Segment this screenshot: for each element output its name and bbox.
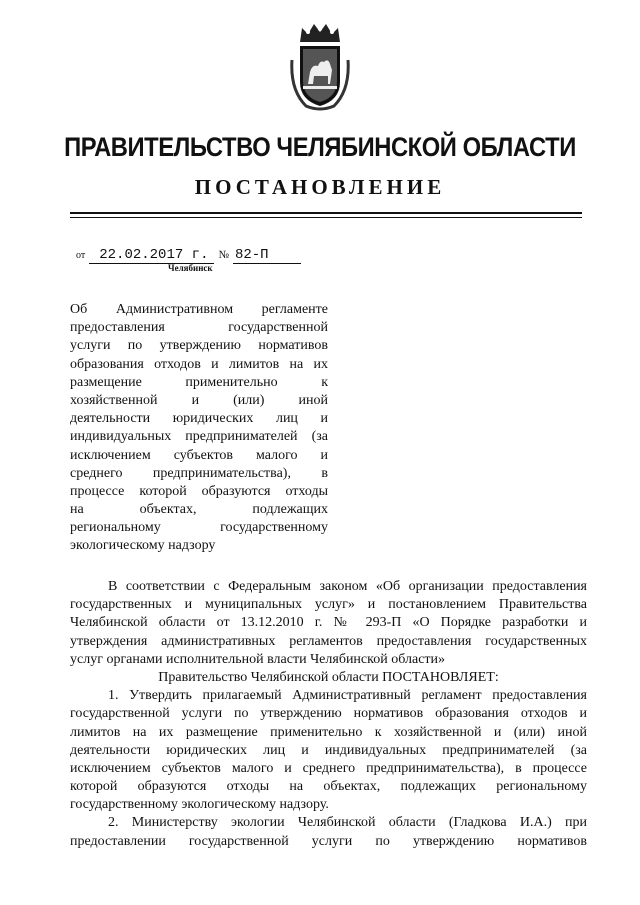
subject-line: процессе которой образуются отходы <box>70 483 328 499</box>
subject-line: образования отходов и лимитов на их <box>70 356 328 372</box>
subject-line: индивидуальных предпринимателей (за <box>70 429 328 445</box>
body-line: государственной услуги по утверждению нормативов образования отходов и <box>70 706 587 722</box>
subject-line: региональному государственному <box>70 520 328 536</box>
subject-line: экологическому надзору <box>70 538 216 554</box>
date-number-line <box>76 246 301 263</box>
subject-line: Об Административном регламенте <box>70 302 328 317</box>
body-line: 1. Утвердить прилагаемый Административный регламент предоставления <box>108 688 587 704</box>
document-body <box>70 578 587 851</box>
government-title: ПРАВИТЕЛЬСТВО ЧЕЛЯБИНСКОЙ ОБЛАСТИ <box>64 132 576 162</box>
chelyabinsk-coat-of-arms-icon <box>288 20 352 112</box>
subject-line: услуги по утверждению нормативов <box>70 338 328 354</box>
document-number: 82-П <box>233 247 301 264</box>
body-line: которой образуются отходы на объектах, подлежащих региональному <box>70 779 587 795</box>
body-line: деятельности юридических лиц и индивидуальных предпринимателей (за <box>70 742 587 758</box>
date-label: от <box>76 250 86 261</box>
body-line: 2. Министерству экологии Челябинской области (Гладкова И.А.) при <box>108 815 587 831</box>
subject-line: исключением субъектов малого и <box>70 447 328 463</box>
number-label: № <box>218 249 229 261</box>
subject-line: деятельности юридических лиц и <box>70 411 328 427</box>
body-line: Правительство Челябинской области ПОСТАНОВЛЯЕТ: <box>158 669 499 685</box>
document-type: ПОСТАНОВЛЕНИЕ <box>194 175 446 199</box>
document-subject <box>70 301 328 556</box>
body-line: лимитов на их размещение применительно к хозяйственной и (или) иной <box>70 724 587 740</box>
body-line: предоставлении государственной услуги по утверждению нормативов <box>70 833 587 849</box>
body-line: Челябинской области от 13.12.2010 г. № 293-П «О Порядке разработки и <box>70 615 587 631</box>
subject-line: среднего предпринимательства), в <box>70 465 328 481</box>
city-name: Челябинск <box>168 263 213 273</box>
subject-line: предоставления государственной <box>70 320 328 336</box>
body-line: государственному экологическому надзору. <box>70 797 329 813</box>
subject-line: хозяйственной и (или) иной <box>70 392 328 408</box>
body-line: государственных и муниципальных услуг» и постановлением Правительства <box>70 597 587 613</box>
document-date: 22.02.2017 г. <box>89 247 214 264</box>
body-line: утверждения административных регламентов предоставления государственных <box>70 633 587 649</box>
subject-line: на объектах, подлежащих <box>70 502 328 518</box>
subject-line: размещение применительно к <box>70 374 328 390</box>
body-line: исключением субъектов малого и среднего предпринимательства), в процессе <box>70 760 587 776</box>
body-line: услуг органами исполнительной власти Челябинской области» <box>70 651 446 667</box>
body-line: В соответствии с Федеральным законом «Об организации предоставления <box>108 579 587 594</box>
header-rule-thin <box>70 217 582 218</box>
header-rule-thick <box>70 212 582 214</box>
